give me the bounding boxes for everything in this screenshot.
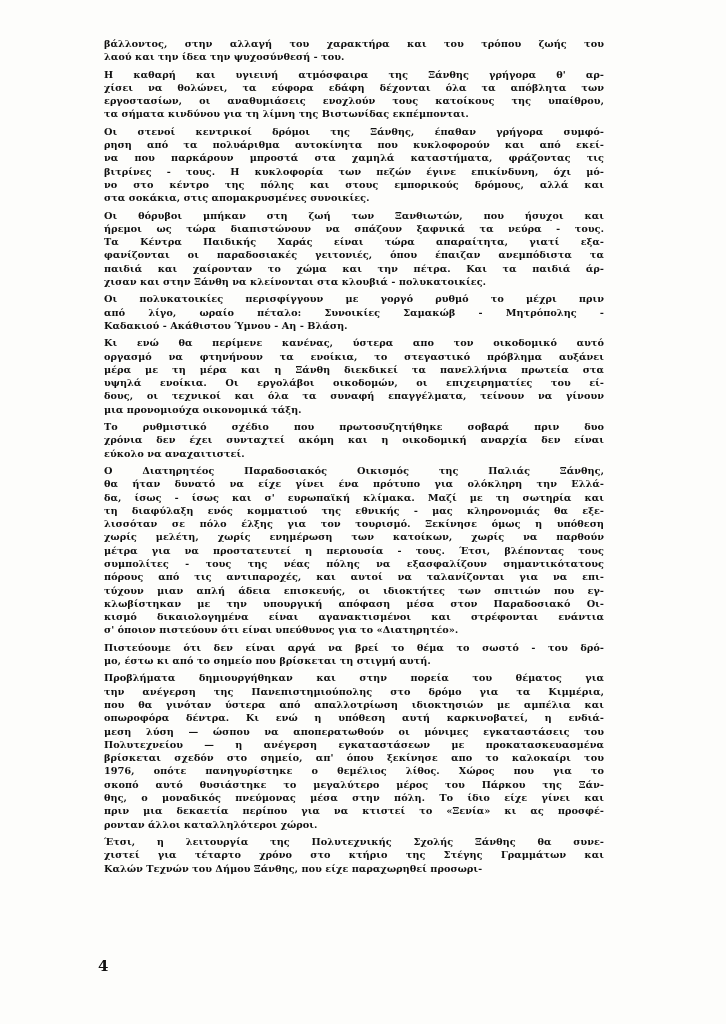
paragraph (104, 672, 604, 832)
paragraph (104, 836, 604, 876)
text-line: λισσόταν σε πόλο έλξης για τον τουρισμό. Ξεκίνησε όμως η υπόθεση (104, 519, 604, 531)
paragraph (104, 210, 604, 290)
text-line: σκοπό αυτό θυσιάστηκε το μεγαλύτερο μέρος του Πάρκου της Ξάν- (104, 779, 604, 791)
text-line: μεση λύση — ώσπου να αποπερατωθούν οι μόνιμες εγκαταστάσεις του (104, 726, 604, 738)
text-line: μέρα με τη μέρα και η Ξάνθη διεκδικεί τα πανελλήνια πρωτεία στα (104, 364, 604, 376)
text-line: 1976, οπότε πανηγυρίστηκε ο θεμέλιος λίθος. Χώρος που για το (104, 766, 604, 778)
text-line: κλωβίστηκαν με την υπουργική απόφαση μέσα στον Παραδοσιακό Οι- (104, 598, 604, 610)
text-line: θης, ο μοναδικός πνεύμονας μέσα στην πόλη. Το ίδιο είχε γίνει και (104, 793, 604, 805)
text-line: Οι στενοί κεντρικοί δρόμοι της Ξάνθης, έπαθαν γρήγορα συμφό- (104, 126, 604, 138)
text-line: Η καθαρή και υγιεινή ατμόσφαιρα της Ξάνθης γρήγορα θ' αρ- (104, 69, 604, 81)
text-line: συμπολίτες - τους της νέας πόλης να εξασφαλίζουν σημαντικότατους (104, 558, 604, 570)
paragraph (104, 126, 604, 206)
text-line: ρηση από τα πολυάριθμα αυτοκίνητα που κυκλοφορούν και από εκεί- (104, 140, 604, 152)
text-line: Κι ενώ θα περίμενε κανένας, ύστερα απο τον οικοδομικό αυτό (104, 338, 604, 350)
text-line: κισμό δικαιολογημένα είναι αγανακτισμένοι και στρέφονται ενάντια (104, 612, 604, 624)
text-line: ρονταν άλλοι καταλληλότεροι χώροι. (104, 819, 318, 831)
text-line: νο στο κέντρο της πόλης και στους εμπορικούς δρόμους, αλλά και (104, 179, 604, 191)
text-line: την ανέγερση της Πανεπιστημιούπολης στο δρόμο για τα Κιμμέρια, (104, 686, 604, 698)
text-line: δα, ίσως - ίσως και σ' ευρωπαϊκή κλίμακα. Μαζί με τη σωτηρία και (104, 492, 604, 504)
text-line: τα σήματα κινδύνου για τη λίμνη της Βιστωνίδας εκπέμπονται. (104, 109, 469, 121)
text-line: Πιστεύουμε ότι δεν είναι αργά να βρεί το θέμα το σωστό - του δρό- (104, 642, 604, 654)
text-line: Ο Διατηρητέος Παραδοσιακός Οικισμός της Παλιάς Ξάνθης, (104, 465, 604, 477)
text-line: βάλλοντος, στην αλλαγή του χαρακτήρα και του τρόπου ζωής του (104, 39, 604, 50)
text-line: οργασμό να φτηνήνουν τα ενοίκια, το στεγαστικό πρόβλημα αυξάνει (104, 351, 604, 363)
text-line: να που παρκάρουν μπροστά στα χαμηλά καταστήματα, φράζοντας τις (104, 153, 604, 165)
text-line: υψηλά ενοίκια. Οι εργολάβοι οικοδομών, οι επιχειρηματίες του εί- (104, 378, 604, 390)
text-line: Καλών Τεχνών του Δήμου Ξάνθης, που είχε παραχωρηθεί προσωρι- (104, 863, 483, 875)
text-line: χρόνια δεν έχει συνταχτεί ακόμη και η οικοδομική αναρχία δεν είναι (104, 435, 604, 447)
text-line: που θα γινόταν ύστερα από απαλλοτρίωση ιδιοκτησιών με αμπέλια και (104, 699, 604, 711)
text-line: Προβλήματα δημιουργήθηκαν και στην πορεία του θέματος για (104, 673, 604, 685)
paragraph (104, 69, 604, 122)
text-line: μο, έστω κι από το σημείο που βρίσκεται τη στιγμή αυτή. (104, 656, 431, 668)
text-line: εργοστασίων, οι αναθυμιάσεις ενοχλούν τους κατοίκους της υπαίθρου, (104, 96, 604, 108)
text-line: δους, οι τεχνικοί και όλα τα συναφή επαγγέλματα, τείνουν να γίνουν (104, 391, 604, 403)
article-body (104, 38, 604, 880)
text-line: ήρεμοι ως τώρα διαπιστώνουν να σπάζουν ξαφνικά τα νεύρα - τους. (104, 223, 604, 235)
page-number: 4 (98, 957, 109, 975)
text-line: βιτρίνες - τους. Η κυκλοφορία των πεζών έγινε επικίνδυνη, όχι μό- (104, 166, 604, 178)
text-line: χίσει να θολώνει, τα εύφορα εδάφη δέχονται όλα τα απόβλητα των (104, 82, 604, 94)
text-line: από λίγο, ωραίο πέταλο: Συνοικίες Σαμακώβ - Μητρόπολης - (104, 307, 604, 319)
text-line: Το ρυθμιστικό σχέδιο που πρωτοσυζητήθηκε σοβαρά πριν δυο (104, 422, 604, 434)
text-line: πριν μια δεκαετία περίπου για να κτιστεί το «Ξενία» κι ας προσφέ- (104, 806, 604, 818)
text-line: λαού και την ίδεα την ψυχοσύνθεσή - του. (104, 52, 345, 64)
text-line: χωρίς μελέτη, χωρίς ενημέρωση των κατοίκων, χωρίς να παρθούν (104, 532, 604, 544)
text-line: τη διαφύλαξη ενός κομματιού της εθνικής - μας κληρονομιάς θα εξε- (104, 505, 604, 517)
text-line: θα ήταν δυνατό να είχε γίνει ένα πρότυπο για ολόκληρη την Ελλά- (104, 479, 604, 491)
text-line: Καδακιού - Ακάθιστου Ύμνου - Αη - Βλάση. (104, 320, 348, 332)
paragraph (104, 337, 604, 417)
text-line: Οι πολυκατοικίες περισφίγγουν με γοργό ρυθμό το μέχρι πριν (104, 294, 604, 306)
paragraph (104, 38, 604, 65)
text-line: μια προνομιούχα οικονομικά τάξη. (104, 404, 302, 416)
text-line: σ' όποιον πιστεύουν ότι είναι υπεύθυνος για το «Διατηρητέο». (104, 625, 459, 637)
paragraph (104, 421, 604, 461)
text-line: εύκολο να αναχαιτιστεί. (104, 448, 245, 460)
text-line: τύχουν μιαν απλή άδεια επισκευής, οι ιδιοκτήτες των σπιτιών που εγ- (104, 585, 604, 597)
paragraph (104, 465, 604, 638)
text-line: βρίσκεται σχεδόν στο σημείο, απ' όπου ξεκίνησε απο το καλοκαίρι του (104, 753, 604, 765)
text-line: Πολυτεχνείου — η ανέγερση εγκαταστάσεων με προκατασκευασμένα (104, 739, 604, 751)
text-line: οπωροφόρα δέντρα. Κι ενώ η υπόθεση αυτή καρκινοβατεί, η ενδιά- (104, 713, 604, 725)
text-line: φανίζονται οι παραδοσιακές γειτονιές, όπου έπαιζαν ανεμπόδιστα τα (104, 250, 604, 262)
text-line: στα σοκάκια, στις απομακρυσμένες συνοικίες. (104, 193, 370, 205)
text-line: παιδιά και χαίρονταν το χώμα και την πέτρα. Και τα παιδιά άρ- (104, 263, 604, 275)
text-line: χισαν και στην Ξάνθη να κλείνονται στα κλουβιά - πολυκατοικίες. (104, 277, 487, 289)
paragraph (104, 642, 604, 669)
text-line: Έτσι, η λειτουργία της Πολυτεχνικής Σχολής Ξάνθης θα συνε- (104, 836, 604, 848)
text-line: Τα Κέντρα Παιδικής Χαράς είναι τώρα απαραίτητα, γιατί εξα- (104, 237, 604, 249)
text-line: πόρους από τις αντιπαροχές, και αυτοί να ταλανίζονται για να επι- (104, 572, 604, 584)
paragraph (104, 293, 604, 333)
text-line: χιστεί για τέταρτο χρόνο στο κτήριο της Στέγης Γραμμάτων και (104, 850, 604, 862)
text-line: Οι θόρυβοι μπήκαν στη ζωή των Ξανθιωτών, που ήσυχοι και (104, 210, 604, 222)
text-line: μέτρα για να προστατευτεί η περιουσία - τους. Έτσι, βλέποντας τους (104, 545, 604, 557)
